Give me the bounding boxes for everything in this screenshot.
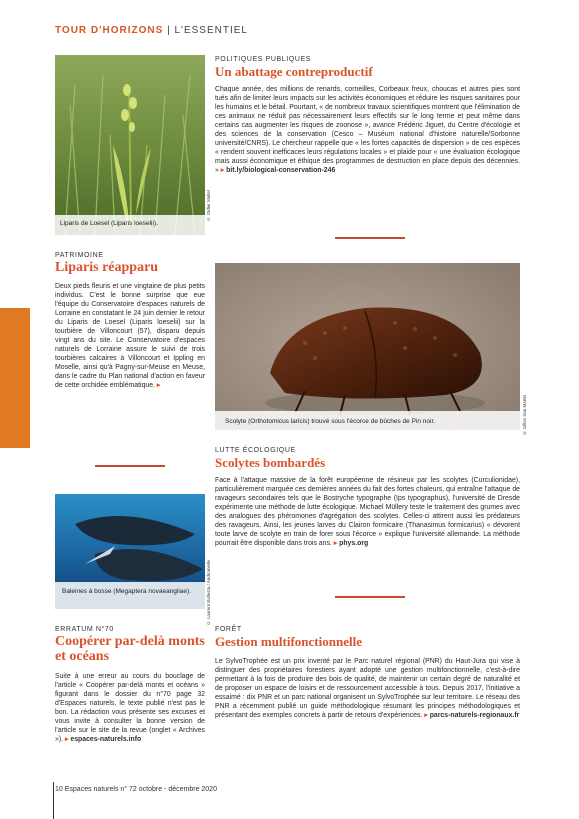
article3-body — [215, 476, 520, 548]
orchid-image — [55, 55, 205, 235]
scolyte-credit: © Gilles San Martin — [522, 395, 527, 436]
article3-link[interactable]: phys.org — [339, 540, 369, 547]
scolyte-photo — [215, 263, 520, 430]
article3-title: Scolytes bombardés — [215, 455, 326, 470]
arrow-icon: ▸ — [220, 167, 225, 174]
article1-title: Un abattage contreproductif — [215, 64, 373, 79]
beetle-image — [215, 263, 520, 430]
article4-kicker: ERRATUM N°70 — [55, 626, 114, 633]
article2-body — [55, 282, 205, 390]
arrow-icon: ▸ — [333, 540, 338, 547]
article2-text: Deux pieds fleuris et une vingtaine de plus petits individus. C'est le bonne surprise que eue l'équipe du Conservatoire d'espaces naturels de Lorraine en constatant le 24 juin dernier le retour du Liparis de Loesel (Liparis loeselii) sur la tourbière de Villoncourt (57), disparu depuis vingt ans du site. Le Conservatoire d'espaces naturels de Lorraine assure le suivi de trois tourbières calcaires à Villoncourt et Ippling en Moselle, ainsi qu'à Pagny-sur-Meuse en Meuse, dans le cadre du Plan national d'action en faveur de cette orchidée emblématique. — [55, 283, 205, 389]
article5-text: Le SylvoTrophée est un prix inventé par le Parc naturel régional (PNR) du Haut-Jura qui vise à distinguer des propriétaires forestiers ayant adopté une gestion multifonctionnelle, c'est-à-dire permettant à la fois de produire des bois de qualité, de maintenir un certain degré de naturalité et de proposer un espace de loisirs et de ressourcement accessible à tous. Depuis 2017, l'initiative a essaimé : dix PNR et un parc national organisent un SylvoTrophée sur leur territoire. Le réseau des PNR a récemment publié un guide méthodologique résumant les principes méthodologiques et présentant des exemples concrets à partir de retours d'expériences. — [215, 658, 520, 719]
article5-title: Gestion multifonctionnelle — [215, 634, 362, 649]
article1-body — [215, 85, 520, 175]
whale-credit: © Laurent Ballesta / Andromède — [206, 560, 211, 626]
article3-text: Face à l'attaque massive de la forêt européenne de résineux par les scolytes (Curculionidae), particulièrement marquée ces dernières années du fait des fortes chaleurs, qui entraîne l'attaque de ravageurs secondaires tels que le Bostryche typographe (Ips typographus), l'université de Dresde expérimente une méthode de lutte écologique. Michael Müllery teste le traitement des grumes avec des analogues des phéromones d'agrégation des scolytes. Celles-ci attirent aussi les prédateurs des ravageurs. Ainsi, les jeunes larves du Clairon formicaire (Thanasimus formicarius) « dévorent toute larve de scolyte en train de forer sous l'écorce » explique l'université allemande. La méthode pourrait être disponible dans trois ans. — [215, 477, 520, 547]
article5-link[interactable]: parcs-naturels-regionaux.fr — [429, 712, 520, 719]
page-number: 10 — [55, 786, 63, 793]
article4-title: Coopérer par-delà monts et océans — [55, 634, 205, 664]
footer-rule — [53, 782, 54, 819]
arrow-icon: ▸ — [156, 382, 161, 389]
page-footer — [55, 786, 217, 793]
section-title: TOUR D'HORIZONS — [55, 25, 164, 36]
divider-rule — [335, 596, 405, 598]
article1-link[interactable]: bit.ly/biological-conservation-246 — [226, 167, 336, 174]
arrow-icon: ▸ — [424, 712, 428, 719]
section-subtitle: L'ESSENTIEL — [174, 25, 248, 36]
divider-rule — [95, 465, 165, 467]
whale-caption: Baleines à bosse (Megaptera novaeangliae). — [62, 588, 192, 595]
footer-text: Espaces naturels n° 72 octobre - décembre 2020 — [64, 786, 217, 793]
liparis-credit: © Didier Mallet — [206, 190, 211, 222]
article1-text: Chaque année, des millions de renards, corneilles, Corbeaux freux, choucas et autres pies sont tués afin de limiter leurs impacts sur les activités économiques et réduire les risques sanitaires pour les humains et le bétail. Pourtant, « de nombreux travaux scientifiques montrent que l'élimination de ces animaux ne réduit pas nécessairement leurs effectifs sur le long terme et peut même dans certains cas augmenter les risques de zoonose », avance Frédéric Jiguet, du Centre d'écologie et des sciences de la conservation (Cesco – Muséum national d'histoire naturelle/Sorbonne université/CNRS). Le chercheur rappelle que « les fortes capacités de dispersion » de ces espèces « rendent souvent inefficaces leurs régulations locales » et plaide pour « une évaluation écologique mais aussi économique et éthique des programmes de destruction en place depuis des décennies. » — [215, 86, 520, 174]
article3-kicker: LUTTE ÉCOLOGIQUE — [215, 447, 296, 454]
scolyte-caption: Scolyte (Orthotomicus laricis) trouvé sous l'écorce de bûches de Pin noir. — [225, 418, 436, 425]
liparis-caption: Liparis de Loesel (Liparis loeselii). — [60, 220, 158, 227]
liparis-photo — [55, 55, 205, 235]
article1-kicker: POLITIQUES PUBLIQUES — [215, 56, 312, 63]
arrow-icon: ▸ — [64, 736, 69, 743]
divider-rule — [335, 237, 405, 239]
article5-kicker: FORÊT — [215, 626, 242, 633]
article2-title: Liparis réapparu — [55, 260, 159, 275]
article4-link[interactable]: espaces-naturels.info — [70, 736, 142, 743]
section-tab — [0, 308, 30, 448]
article4-body — [55, 672, 205, 744]
article5-body — [215, 657, 520, 720]
article4-text: Suite à une erreur au cours du bouclage de l'article « Coopérer par-delà monts et océans » figurant dans le dossier du n°70 page 32 d'Espaces naturels, le texte publié n'est pas le bon. La rédaction vous présente ses excuses et vous invite à consulter la bonne version de l'article sur le site de la revue (onglet « Archives »). — [55, 673, 205, 743]
article2-kicker: PATRIMOINE — [55, 252, 104, 259]
header-separator: | — [167, 25, 171, 36]
section-header — [55, 25, 248, 36]
